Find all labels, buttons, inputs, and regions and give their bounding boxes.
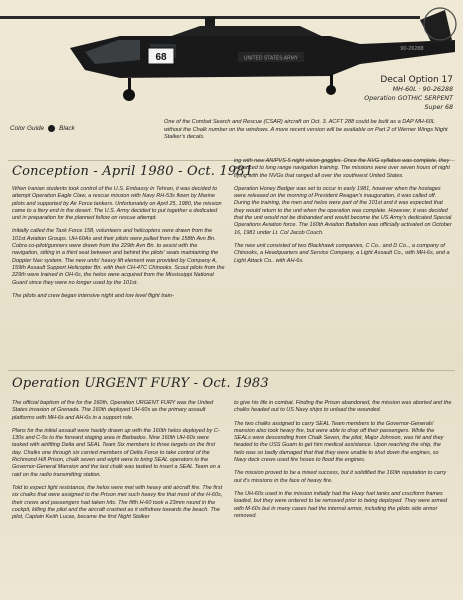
paragraph: The two chalks assigned to carry SEAL Team members to the Governor-Generals' mansion also took heavy fire, but were able to drop off their passengers. While the SEALs were descending from Chalk Seven, the pilot, Major Johnson, was hit and they headed to the USS Guam to get him medical assistance. Upon reaching the ship, the helo was so badly damaged that that they were unable to shut down the engines, so Navy deck crews used fire hoses to flood the engines. [234, 420, 444, 464]
decal-operation: Operation GOTHIC SERPENT [364, 95, 453, 102]
aircraft-caption: One of the Combat Search and Rescue (CSAR) aircraft on Oct. 3. ACFT 288 could be built as a DAP MH-60L without the Chalk number on the windows. A more recent version will be available on Part 2 of Werner Wings Night Stalker's decals. [164, 119, 448, 141]
conception-right-column [234, 158, 452, 271]
urgent-fury-left-column [12, 400, 225, 527]
tail-number: 90-26288 [400, 46, 424, 52]
section-title-conception: Conception - April 1980 - Oct. 1981 [12, 164, 254, 179]
front-wheel [123, 89, 135, 101]
rear-wheel [326, 85, 336, 95]
paragraph: to give his life in combat. Finding the Prison abandoned, the mission was aborted and the chalks headed out to US Navy ships to unload the wounded. [234, 400, 452, 414]
paragraph: Told to expect light resistance, the helos were met with heavy anti aircraft fire. The first six chalks that were assigned to the Prison met such heavy fire that most of the H-60s, their crews and passengers had taken hits. The fifth H-60 took a 23mm round in the cockpit, killing the pilot and the aircraft crashed as it withdrew towards the beach. The pilot, Captain Keith Lucas, became the first Night Stalker [12, 484, 223, 521]
paragraph: The new unit consisted of two Blackhawk companies, C Co.. and D Co.., a company of Chinooks, a Headquarters and Service Company, a Light Assault Co., with MH-6s, and a Light Attack Co.. with AH-6s. [234, 242, 450, 264]
color-guide-label: Color Guide [10, 125, 45, 132]
section-divider [8, 370, 455, 371]
paragraph: Operation Honey Badger was set to occur in early 1981, however when the hostages were released on the morning of President Reagan's inauguration, it was called off. During the training, the men and helos were part of the 101st and it was expected that they would return to the unit when the operation was complete. However, it was decided that the unit would not be disbanded and would become the US Army's dedicated Special Operations Aviation force. The 160th Aviation Battalion was officially activated on October 16, 1981 under Lt. Col Jacob Couch. [234, 185, 452, 236]
chalk-number: 68 [155, 52, 167, 63]
paragraph: The UH-60s used in the mission initially had the Huey fuel tanks and cruciform frames loaded, but they were ordered to be removed prior to being deployed. They were armed with M-60s but in many cases had the internal armor, including the pilots side armor removed. [234, 490, 448, 519]
paragraph: When Iranian students took control of the U.S. Embassy in Tehran, it was decided to attempt Operation Eagle Claw, a rescue mission with Navy RH-53s flown by Marine pilots and supported by Air Force tankers. Unfortunately on April 25, 1980, the mission came to a fiery end in the desert. The U.S. Army decided to put together a dedicated unit in preparation for the planned follow on rescue attempt. [12, 186, 222, 222]
section-title-urgent-fury: Operation URGENT FURY - Oct. 1983 [12, 376, 269, 391]
decal-option-title: Decal Option 17 [380, 75, 453, 85]
decal-option-info [364, 76, 453, 112]
door-marking: UNITED STATES ARMY [243, 55, 299, 62]
paragraph: The mission proved to be a mixed success, but it solidified the 160th reputation to carry out it's missions in the face of heavy fire. [234, 470, 447, 484]
rear-gear-strut [330, 74, 333, 86]
paragraph: The official baptism of fire for the 160th, Operation URGENT FURY was the United States invasion of Grenada. The 160th deployed UH-60s as the primary assault platforms with MH-6s and AH-6s in a support role. [12, 400, 214, 421]
color-swatch-black [48, 125, 55, 132]
paragraph: ing with new AN/PVS-5 night vision goggles. Once the NVG syllabus was complete, they advanced to long range navigation training. The missions were over seven hours of night flying with the NVGs that ranged all over the southwest United States. [234, 158, 450, 179]
paragraph: Initially called the Task Force 158, volunteers and helicopters were drawn from the 101st Aviation Groups. UH-60As and their pilots were pulled from the 158th Avn Bn. Cobra co-pilot/gunners were drawn from the 229th Avn Bn. to assist with the navigation, sitting in a third seat between and behind the pilots' seats maintaining the Doppler Nav system. The new units' heavy lift element was provided by Company A, 159th Assault Support Helicopter Bn. with their CH-47C Chinooks. Scout pilots from the 229th were trained in OH-6s, the helos were acquired from the Mississippi National Guard since they were no longer used by the 101st. [12, 228, 225, 286]
decal-callsign: Super 68 [424, 104, 453, 111]
paragraph: Plans for the initial assault were hastily drawn up with the 160th helos deployed by C-130s and C-5s to the forward staging area in Barbados. Nine 160th UH-60s were tasked with airlifting Delta and SEAL Team Six members to three targets on the first day. Chalks one through six carried members of Delta Force to take control of the Richmond Hill Prison, chalk seven and eight were to bring SEAL operators to the Governor-General Mansion and the last chalk was tasked to insert a SEAL Team on a raid on the radio transmitting station. [12, 427, 221, 478]
decal-model-serial: MH-60L · 90-26288 [392, 86, 453, 93]
color-guide [10, 125, 75, 132]
color-name-black: Black [59, 125, 75, 132]
conception-left-column [12, 186, 225, 306]
urgent-fury-right-column [234, 400, 452, 526]
paragraph: The pilots and crew began intensive night and low level flight train- [12, 292, 174, 299]
